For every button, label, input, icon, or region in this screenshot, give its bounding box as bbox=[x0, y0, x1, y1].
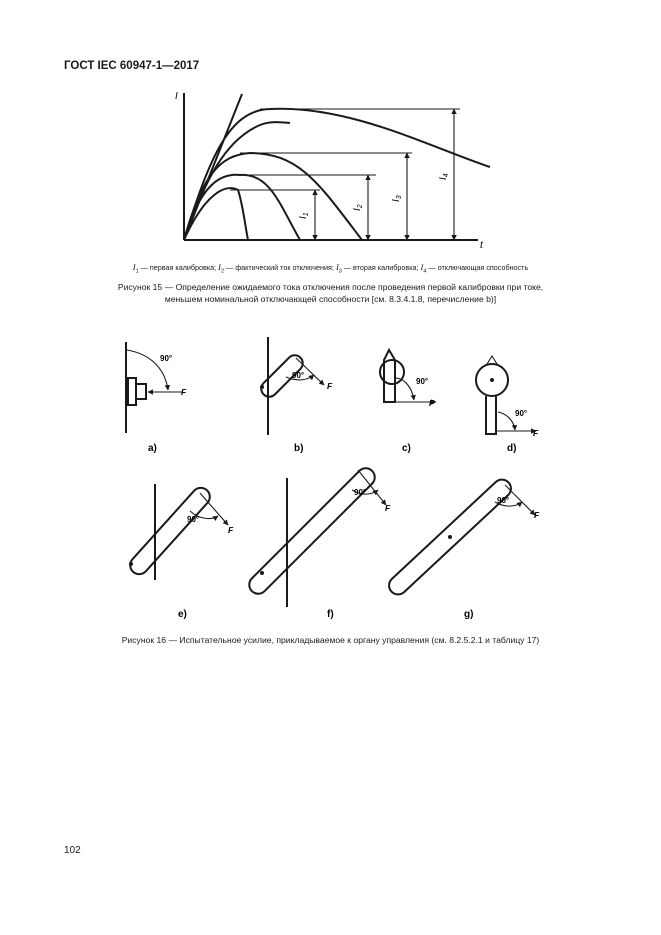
force-label: F bbox=[429, 398, 435, 408]
diagram-label-e: e) bbox=[178, 609, 187, 620]
diagram-label-c: c) bbox=[402, 443, 411, 454]
figure-15-graph bbox=[170, 85, 500, 255]
angle-label: 90° bbox=[497, 496, 510, 505]
diagram-f bbox=[246, 465, 391, 620]
angle-label: 90° bbox=[416, 377, 429, 386]
knob-pointer bbox=[384, 350, 395, 402]
dim-label-i4: $I_4$ bbox=[438, 173, 450, 180]
angle-arc bbox=[498, 412, 515, 430]
diagram-c bbox=[380, 350, 436, 454]
diagram-label-f: f) bbox=[327, 609, 334, 620]
dim-label-i1: $I_1$ bbox=[298, 212, 310, 219]
force-arrow bbox=[200, 493, 228, 525]
lever-handle bbox=[127, 484, 214, 578]
dim-label-i2: $I_2$ bbox=[352, 204, 364, 211]
diagram-label-b: b) bbox=[294, 443, 304, 454]
x-axis-label: t bbox=[480, 240, 483, 251]
diagram-label-g: g) bbox=[464, 609, 474, 620]
diagram-label-a: a) bbox=[148, 443, 157, 454]
force-label: F bbox=[327, 381, 333, 391]
figure-15-caption bbox=[70, 281, 591, 305]
lever-pivot bbox=[260, 385, 264, 389]
lever-handle bbox=[246, 465, 379, 598]
force-label: F bbox=[385, 503, 391, 513]
lever-pivot bbox=[129, 562, 133, 566]
angle-label: 90° bbox=[354, 488, 367, 497]
figure-16-drawings bbox=[0, 330, 661, 620]
diagram-label-d: d) bbox=[507, 443, 517, 454]
knob-center bbox=[490, 378, 494, 382]
push-button-body bbox=[128, 378, 146, 405]
knob-marker bbox=[487, 356, 497, 364]
page-number: 102 bbox=[64, 845, 81, 856]
dim-label-i3: $I_3$ bbox=[391, 195, 403, 202]
angle-label: 90° bbox=[292, 371, 305, 380]
figure-15-caption-line2: меньшем номинальной отключающей способности [см. 8.3.4.1.8, перечисление b)] bbox=[164, 294, 497, 304]
legend-item-i1: $I_1$ — первая калибровка; bbox=[132, 262, 219, 275]
diagram-a bbox=[126, 342, 187, 454]
diagram-e bbox=[127, 484, 234, 620]
angle-label: 90° bbox=[187, 515, 200, 524]
figure-15-caption-line1: Рисунок 15 — Определение ожидаемого тока отключения после проведения первой калибровки при токе, bbox=[117, 282, 544, 292]
legend-item-i2: $I_2$ — фактический ток отключения; bbox=[218, 262, 336, 275]
force-label: F bbox=[181, 387, 187, 397]
diagram-d bbox=[476, 356, 539, 454]
angle-label: 90° bbox=[515, 409, 528, 418]
legend-item-i3: $I_3$ — вторая калибровка; bbox=[335, 262, 421, 275]
force-label: F bbox=[533, 428, 539, 438]
force-label: F bbox=[228, 525, 234, 535]
document-header: ГОСТ IEC 60947-1—2017 bbox=[64, 60, 200, 72]
diagram-g bbox=[385, 476, 540, 620]
force-label: F bbox=[534, 510, 540, 520]
diagram-b bbox=[258, 337, 333, 454]
figure-15-legend bbox=[0, 262, 661, 274]
force-arrow bbox=[505, 485, 535, 515]
angle-label: 90° bbox=[160, 354, 173, 363]
lever-pivot bbox=[448, 535, 452, 539]
knob-shaft bbox=[486, 396, 496, 434]
curve-envelope bbox=[184, 122, 290, 240]
figure-16-caption: Рисунок 16 — Испытательное усилие, прикладываемое к органу управления (см. 8.2.5.2.1 и таблицу 17) bbox=[121, 635, 540, 645]
lever-pivot bbox=[260, 571, 264, 575]
y-axis-label: I bbox=[175, 91, 178, 102]
legend-item-i4: $I_4$ — отключающая способность bbox=[420, 262, 529, 275]
angle-arc bbox=[395, 378, 414, 400]
